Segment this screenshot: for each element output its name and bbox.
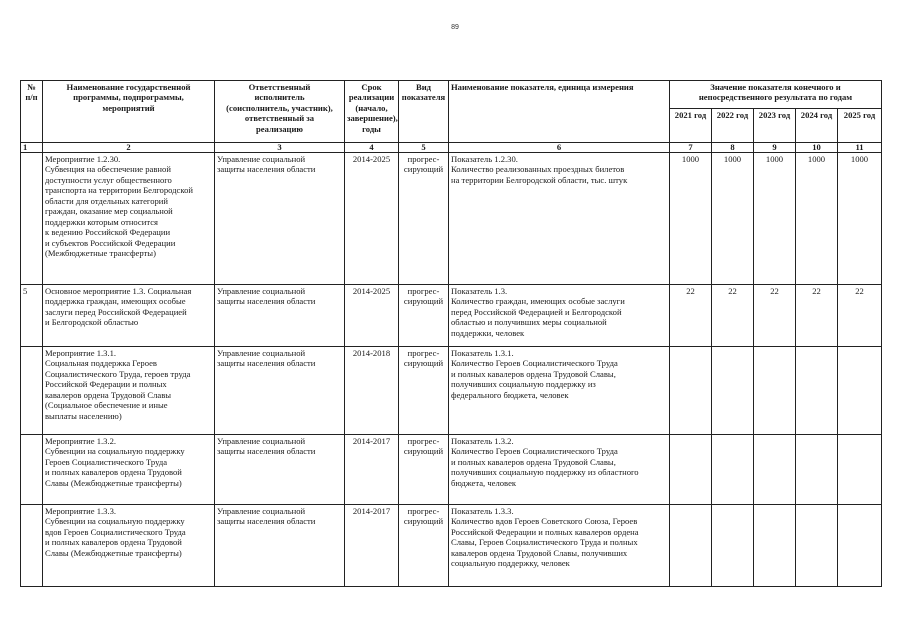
- row-name: Мероприятие 1.3.1. Социальная поддержка Героев Социалистического Труда, героев труда Российской Федерации и полных кавалеров ордена Трудовой Славы (Социальное обеспечение и иные выплаты населению): [43, 347, 215, 435]
- column-number: 6: [449, 143, 670, 153]
- row-kind: прогрес- сирующий: [399, 505, 449, 587]
- table-row: [21, 505, 882, 587]
- row-number: [21, 505, 43, 587]
- row-number: [21, 347, 43, 435]
- row-period: 2014-2017: [345, 435, 399, 505]
- row-indicator: Показатель 1.3.3. Количество вдов Героев Советского Союза, Героев Российской Федерации и полных кавалеров ордена Славы, Героев Социалистического Труда и полных кавалеров ордена Трудовой Славы, получивших социальную поддержку, человек: [449, 505, 670, 587]
- row-value: 1000: [712, 153, 754, 285]
- row-value: [670, 505, 712, 587]
- row-value: [796, 505, 838, 587]
- row-value: 1000: [670, 153, 712, 285]
- row-kind: прогрес- сирующий: [399, 347, 449, 435]
- header-year: 2021 год: [670, 109, 712, 143]
- table-row: [21, 347, 882, 435]
- table-row: [21, 285, 882, 347]
- row-executor: Управление социальной защиты населения области: [215, 347, 345, 435]
- row-executor: Управление социальной защиты населения области: [215, 435, 345, 505]
- header-indicator: Наименование показателя, единица измерения: [449, 81, 670, 143]
- page-number: 89: [451, 24, 459, 31]
- header-year: 2022 год: [712, 109, 754, 143]
- row-value: 22: [796, 285, 838, 347]
- row-name: Основное мероприятие 1.3. Социальная поддержка граждан, имеющих особые заслуги перед Российской Федерацией и Белгородской областью: [43, 285, 215, 347]
- row-kind: прогрес- сирующий: [399, 153, 449, 285]
- header-period: Срок реализации (начало, завершение), годы: [345, 81, 399, 143]
- header-executor: Ответственный исполнитель (соисполнитель, участник), ответственный за реализацию: [215, 81, 345, 143]
- row-name: Мероприятие 1.3.3. Субвенции на социальную поддержку вдов Героев Социалистического Труда и полных кавалеров ордена Трудовой Славы (Межбюджетные трансферты): [43, 505, 215, 587]
- row-executor: Управление социальной защиты населения области: [215, 505, 345, 587]
- row-kind: прогрес- сирующий: [399, 435, 449, 505]
- row-value: 22: [754, 285, 796, 347]
- row-value: 1000: [796, 153, 838, 285]
- column-numbers-row: [21, 143, 882, 153]
- row-name: Мероприятие 1.3.2. Субвенции на социальную поддержку Героев Социалистического Труда и полных кавалеров ордена Трудовой Славы (Межбюджетные трансферты): [43, 435, 215, 505]
- header-year: 2025 год: [838, 109, 882, 143]
- row-value: 22: [838, 285, 882, 347]
- row-number: [21, 153, 43, 285]
- column-number: 10: [796, 143, 838, 153]
- table-row: [21, 435, 882, 505]
- row-value: [712, 435, 754, 505]
- header-year: 2023 год: [754, 109, 796, 143]
- row-value: 22: [670, 285, 712, 347]
- row-value: [838, 347, 882, 435]
- row-value: [712, 505, 754, 587]
- row-number: [21, 435, 43, 505]
- row-value: [838, 505, 882, 587]
- row-value: [754, 435, 796, 505]
- row-value: [712, 347, 754, 435]
- column-number: 5: [399, 143, 449, 153]
- header-kind: Вид показателя: [399, 81, 449, 143]
- row-value: [754, 505, 796, 587]
- row-value: [796, 347, 838, 435]
- row-indicator: Показатель 1.3.1. Количество Героев Социалистического Труда и полных кавалеров ордена Трудовой Славы, получивших социальную поддержку из федерального бюджета, человек: [449, 347, 670, 435]
- row-executor: Управление социальной защиты населения области: [215, 285, 345, 347]
- row-kind: прогрес- сирующий: [399, 285, 449, 347]
- row-period: 2014-2017: [345, 505, 399, 587]
- header-name: Наименование государственной программы, подпрограммы, мероприятий: [43, 81, 215, 143]
- column-number: 9: [754, 143, 796, 153]
- row-value: 22: [712, 285, 754, 347]
- column-number: 1: [21, 143, 43, 153]
- row-indicator: Показатель 1.3.2. Количество Героев Социалистического Труда и полных кавалеров ордена Трудовой Славы, получивших социальную поддержку из областного бюджета, человек: [449, 435, 670, 505]
- header-values-group: Значение показателя конечного и непосредственного результата по годам: [670, 81, 882, 109]
- row-value: [670, 347, 712, 435]
- row-number: 5: [21, 285, 43, 347]
- row-indicator: Показатель 1.2.30. Количество реализованных проездных билетов на территории Белгородской области, тыс. штук: [449, 153, 670, 285]
- column-number: 4: [345, 143, 399, 153]
- row-value: [754, 347, 796, 435]
- row-executor: Управление социальной защиты населения области: [215, 153, 345, 285]
- indicators-table: [20, 80, 882, 587]
- column-number: 3: [215, 143, 345, 153]
- column-number: 8: [712, 143, 754, 153]
- row-value: [796, 435, 838, 505]
- row-value: 1000: [838, 153, 882, 285]
- header-year: 2024 год: [796, 109, 838, 143]
- row-name: Мероприятие 1.2.30. Субвенция на обеспечение равной доступности услуг общественного транспорта на территории Белгородской области для отдельных категорий граждан, оказание мер социальной поддержки которым относится к ведению Российской Федерации и субъектов Российской Федерации (Межбюджетные трансферты): [43, 153, 215, 285]
- column-number: 2: [43, 143, 215, 153]
- row-indicator: Показатель 1.3. Количество граждан, имеющих особые заслуги перед Российской Федерацией и Белгородской областью и получивших меры социальной поддержки, человек: [449, 285, 670, 347]
- row-value: [670, 435, 712, 505]
- header-num: № п/п: [21, 81, 43, 143]
- row-period: 2014-2018: [345, 347, 399, 435]
- row-value: [838, 435, 882, 505]
- row-value: 1000: [754, 153, 796, 285]
- column-number: 7: [670, 143, 712, 153]
- row-period: 2014-2025: [345, 153, 399, 285]
- row-period: 2014-2025: [345, 285, 399, 347]
- column-number: 11: [838, 143, 882, 153]
- table-row: [21, 153, 882, 285]
